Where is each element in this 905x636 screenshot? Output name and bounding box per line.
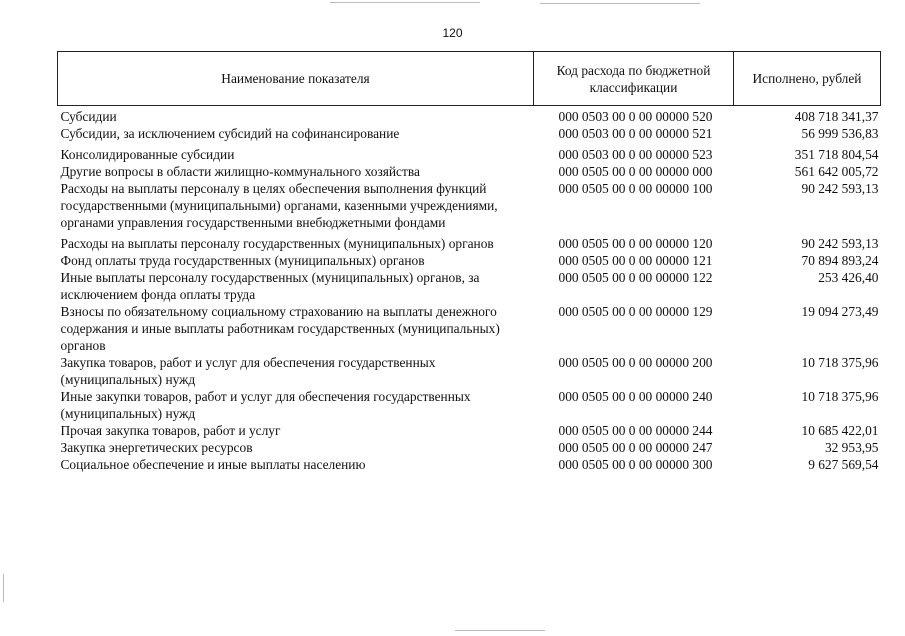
table-row bbox=[58, 180, 881, 231]
row-amount: 10 718 375,96 bbox=[801, 389, 879, 404]
row-name: Фонд оплаты труда государственных (муниципальных) органов bbox=[60, 253, 425, 268]
row-code: 000 0505 00 0 00 00000 300 bbox=[558, 457, 713, 472]
row-code: 000 0505 00 0 00 00000 200 bbox=[558, 355, 713, 370]
row-name: Расходы на выплаты персоналу государственных (муниципальных) органов bbox=[60, 236, 494, 251]
scan-artifact-top bbox=[330, 2, 480, 3]
row-name: Закупка товаров, работ и услуг для обеспечения государственных (муниципальных) нужд bbox=[60, 355, 436, 387]
table-row bbox=[58, 252, 881, 269]
table-row bbox=[58, 142, 881, 163]
row-amount: 10 685 422,01 bbox=[801, 423, 879, 438]
page-number: 120 bbox=[442, 26, 463, 40]
scan-artifact-bottom bbox=[455, 630, 545, 631]
row-amount: 10 718 375,96 bbox=[801, 355, 879, 370]
row-code: 000 0505 00 0 00 00000 244 bbox=[558, 423, 713, 438]
row-amount: 561 642 005,72 bbox=[794, 164, 879, 179]
row-name: Иные закупки товаров, работ и услуг для обеспечения государственных (муниципальных) нужд bbox=[60, 389, 471, 421]
row-amount: 32 953,95 bbox=[824, 440, 879, 455]
header-code: Код расхода по бюджетной классификации bbox=[534, 52, 734, 106]
row-code: 000 0505 00 0 00 00000 122 bbox=[558, 270, 713, 285]
row-name: Прочая закупка товаров, работ и услуг bbox=[60, 423, 281, 438]
row-name: Закупка энергетических ресурсов bbox=[60, 440, 253, 455]
table-row bbox=[58, 422, 881, 439]
table-row bbox=[58, 354, 881, 388]
row-code: 000 0505 00 0 00 00000 240 bbox=[558, 389, 713, 404]
table-row bbox=[58, 456, 881, 473]
row-code: 000 0505 00 0 00 00000 100 bbox=[558, 181, 713, 196]
header-amount: Исполнено, рублей bbox=[734, 52, 881, 106]
row-code: 000 0503 00 0 00 00000 523 bbox=[558, 147, 713, 162]
row-amount: 90 242 593,13 bbox=[801, 236, 879, 251]
row-code: 000 0505 00 0 00 00000 129 bbox=[558, 304, 713, 319]
row-code: 000 0503 00 0 00 00000 520 bbox=[558, 109, 713, 124]
table-header bbox=[58, 52, 881, 106]
row-name: Иные выплаты персоналу государственных (муниципальных) органов, за исключением фонда оплаты труда bbox=[60, 270, 480, 302]
row-amount: 56 999 536,83 bbox=[801, 126, 879, 141]
table-row bbox=[58, 125, 881, 142]
table-row bbox=[58, 106, 881, 126]
row-amount: 19 094 273,49 bbox=[801, 304, 879, 319]
row-amount: 90 242 593,13 bbox=[801, 181, 879, 196]
table-row bbox=[58, 163, 881, 180]
row-amount: 9 627 569,54 bbox=[808, 457, 879, 472]
table-row bbox=[58, 388, 881, 422]
table-row bbox=[58, 269, 881, 303]
table-row bbox=[58, 231, 881, 252]
row-name: Другие вопросы в области жилищно-коммунального хозяйства bbox=[60, 164, 420, 179]
table-row bbox=[58, 439, 881, 456]
scan-artifact-left bbox=[3, 574, 4, 602]
row-name: Субсидии bbox=[60, 109, 117, 124]
header-name: Наименование показателя bbox=[58, 52, 534, 106]
row-code: 000 0505 00 0 00 00000 247 bbox=[558, 440, 713, 455]
row-amount: 408 718 341,37 bbox=[794, 109, 879, 124]
row-code: 000 0503 00 0 00 00000 521 bbox=[558, 126, 713, 141]
scan-artifact-top-right bbox=[540, 3, 700, 4]
row-code: 000 0505 00 0 00 00000 000 bbox=[558, 164, 713, 179]
row-name: Взносы по обязательному социальному страхованию на выплаты денежного содержания и иные выплаты работникам государственных (муниципальных) органов bbox=[60, 304, 500, 353]
row-name: Консолидированные субсидии bbox=[60, 147, 235, 162]
row-amount: 351 718 804,54 bbox=[794, 147, 879, 162]
budget-execution-table bbox=[57, 51, 881, 473]
row-name: Расходы на выплаты персоналу в целях обеспечения выполнения функций государственными (муниципальными) органами, казенными учреждениями, органами управления государственными внебюджетными фондами bbox=[60, 181, 498, 230]
row-name: Социальное обеспечение и иные выплаты населению bbox=[60, 457, 366, 472]
row-code: 000 0505 00 0 00 00000 120 bbox=[558, 236, 713, 251]
row-name: Субсидии, за исключением субсидий на софинансирование bbox=[60, 126, 400, 141]
row-code: 000 0505 00 0 00 00000 121 bbox=[558, 253, 713, 268]
table-row bbox=[58, 303, 881, 354]
row-amount: 253 426,40 bbox=[818, 270, 879, 285]
row-amount: 70 894 893,24 bbox=[801, 253, 879, 268]
